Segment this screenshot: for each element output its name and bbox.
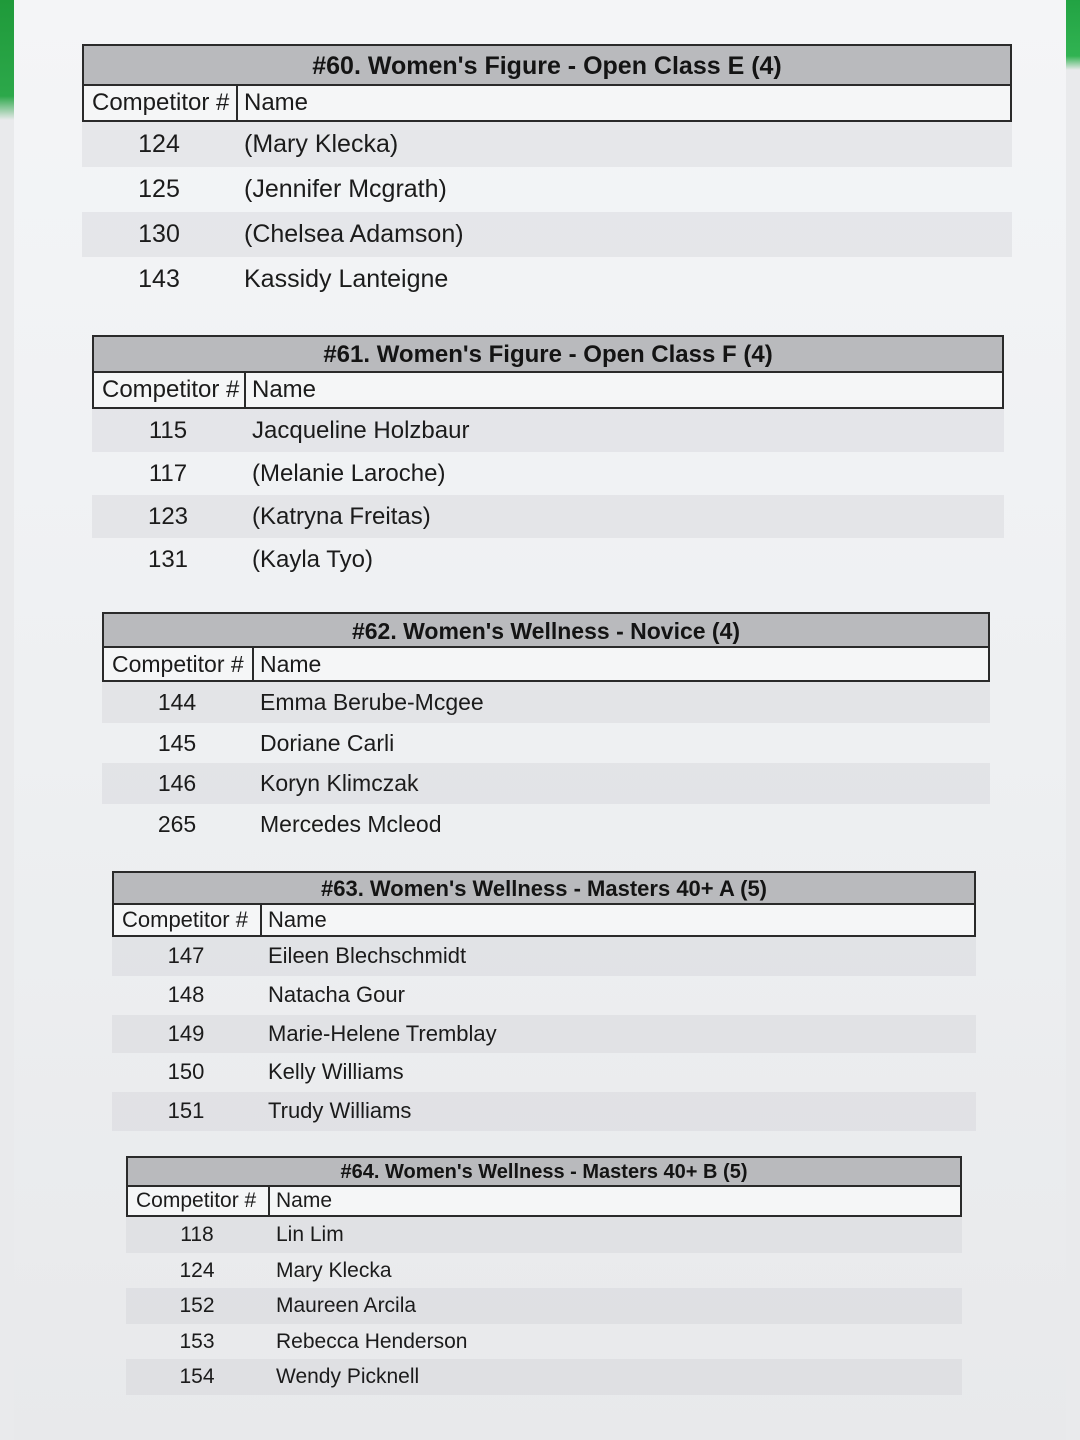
competitor-name: Kelly Williams bbox=[268, 1059, 404, 1085]
competitor-name: Eileen Blechschmidt bbox=[268, 943, 467, 968]
competitor-name: (Jennifer Mcgrath) bbox=[244, 175, 447, 203]
competitor-number: 143 bbox=[138, 265, 180, 293]
competitor-list bbox=[102, 682, 990, 844]
competitor-row bbox=[126, 1288, 962, 1324]
column-header-name: Name bbox=[244, 89, 309, 116]
division-title: #64. Women's Wellness - Masters 40+ B (5) bbox=[126, 1156, 962, 1187]
competitor-row bbox=[92, 538, 1004, 581]
competitor-row bbox=[112, 1092, 976, 1131]
division-title: #62. Women's Wellness - Novice (4) bbox=[102, 612, 990, 648]
competitor-name: Jacqueline Holzbaur bbox=[252, 417, 470, 444]
competitor-number: 145 bbox=[157, 729, 197, 756]
competitor-number: 149 bbox=[167, 1020, 205, 1046]
competitor-name: Doriane Carli bbox=[260, 729, 395, 756]
competitor-number: 131 bbox=[147, 546, 189, 573]
competitor-number: 125 bbox=[138, 175, 180, 203]
column-header-competitor: Competitor # bbox=[94, 373, 246, 407]
competitor-row bbox=[126, 1324, 962, 1360]
competitor-name: Trudy Williams bbox=[268, 1098, 412, 1124]
competitor-row bbox=[126, 1359, 962, 1395]
competitor-number: 154 bbox=[179, 1365, 215, 1388]
column-header-row bbox=[82, 86, 1012, 122]
column-header-row bbox=[92, 373, 1004, 409]
competitor-name: (Chelsea Adamson) bbox=[244, 220, 464, 248]
division-title: #63. Women's Wellness - Masters 40+ A (5) bbox=[112, 871, 976, 905]
column-header-name: Name bbox=[252, 376, 317, 403]
division-61 bbox=[92, 335, 1004, 581]
competitor-number: 144 bbox=[157, 689, 197, 715]
competitor-number: 115 bbox=[148, 417, 188, 444]
competitor-row bbox=[102, 804, 990, 845]
column-header-row bbox=[126, 1187, 962, 1217]
competitor-number: 265 bbox=[157, 810, 197, 837]
division-62 bbox=[102, 612, 990, 844]
competitor-number: 152 bbox=[179, 1294, 215, 1317]
competitor-list bbox=[112, 937, 976, 1131]
competitor-number: 123 bbox=[147, 503, 189, 530]
competitor-list bbox=[92, 409, 1004, 581]
competitor-name: (Kayla Tyo) bbox=[252, 546, 373, 573]
division-60 bbox=[82, 44, 1012, 302]
competitor-number: 130 bbox=[138, 220, 180, 248]
competitor-number: 118 bbox=[180, 1223, 214, 1246]
column-header-competitor: Competitor # bbox=[128, 1187, 270, 1215]
competitor-number: 147 bbox=[167, 943, 205, 968]
competitor-row bbox=[102, 763, 990, 804]
competitor-number: 124 bbox=[179, 1258, 215, 1282]
competitor-name: (Mary Klecka) bbox=[244, 130, 399, 158]
competitor-row bbox=[102, 682, 990, 723]
competitor-list bbox=[126, 1217, 962, 1395]
competitor-number: 151 bbox=[167, 1098, 205, 1124]
division-title: #61. Women's Figure - Open Class F (4) bbox=[92, 335, 1004, 373]
column-header-competitor: Competitor # bbox=[114, 905, 262, 935]
column-header-name: Name bbox=[276, 1189, 333, 1212]
competitor-name: Wendy Picknell bbox=[276, 1365, 420, 1388]
competitor-name: Rebecca Henderson bbox=[276, 1329, 468, 1353]
competitor-name: Mercedes Mcleod bbox=[260, 810, 442, 837]
competitor-row bbox=[102, 723, 990, 764]
column-header-row bbox=[102, 648, 990, 682]
column-header-competitor: Competitor # bbox=[104, 648, 254, 680]
competitor-row bbox=[126, 1217, 962, 1253]
competitor-name: Maureen Arcila bbox=[276, 1294, 417, 1317]
competitor-name: Marie-Helene Tremblay bbox=[268, 1020, 497, 1046]
competitor-row bbox=[82, 122, 1012, 167]
competitor-row bbox=[82, 257, 1012, 302]
competitor-row bbox=[92, 452, 1004, 495]
competitor-row bbox=[112, 1053, 976, 1092]
competitor-row bbox=[126, 1253, 962, 1289]
competitor-name: (Katryna Freitas) bbox=[252, 503, 431, 530]
competitor-row bbox=[82, 212, 1012, 257]
division-63 bbox=[112, 871, 976, 1131]
column-header-row bbox=[112, 905, 976, 937]
competitor-number: 117 bbox=[148, 460, 188, 487]
competitor-number: 150 bbox=[167, 1059, 205, 1085]
competitor-name: Natacha Gour bbox=[268, 981, 405, 1007]
competitor-row bbox=[112, 976, 976, 1015]
column-header-name: Name bbox=[268, 907, 327, 932]
competitor-row bbox=[82, 167, 1012, 212]
competitor-name: Kassidy Lanteigne bbox=[244, 265, 449, 293]
competitor-row bbox=[92, 409, 1004, 452]
competitor-row bbox=[92, 495, 1004, 538]
competitor-name: (Melanie Laroche) bbox=[252, 460, 446, 487]
column-header-name: Name bbox=[260, 651, 322, 677]
competitor-name: Mary Klecka bbox=[276, 1258, 392, 1282]
competitor-name: Emma Berube-Mcgee bbox=[260, 689, 484, 715]
competitor-number: 124 bbox=[138, 130, 180, 158]
competitor-number: 146 bbox=[157, 770, 197, 796]
competitor-row bbox=[112, 1015, 976, 1054]
division-title: #60. Women's Figure - Open Class E (4) bbox=[82, 44, 1012, 86]
competitor-list bbox=[82, 122, 1012, 302]
division-64 bbox=[126, 1156, 962, 1395]
competitor-row bbox=[112, 937, 976, 976]
competitor-number: 148 bbox=[167, 981, 205, 1007]
competitor-name: Lin Lim bbox=[276, 1223, 344, 1246]
competitor-number: 153 bbox=[179, 1329, 215, 1353]
competitor-name: Koryn Klimczak bbox=[260, 770, 419, 796]
column-header-competitor: Competitor # bbox=[84, 86, 238, 120]
